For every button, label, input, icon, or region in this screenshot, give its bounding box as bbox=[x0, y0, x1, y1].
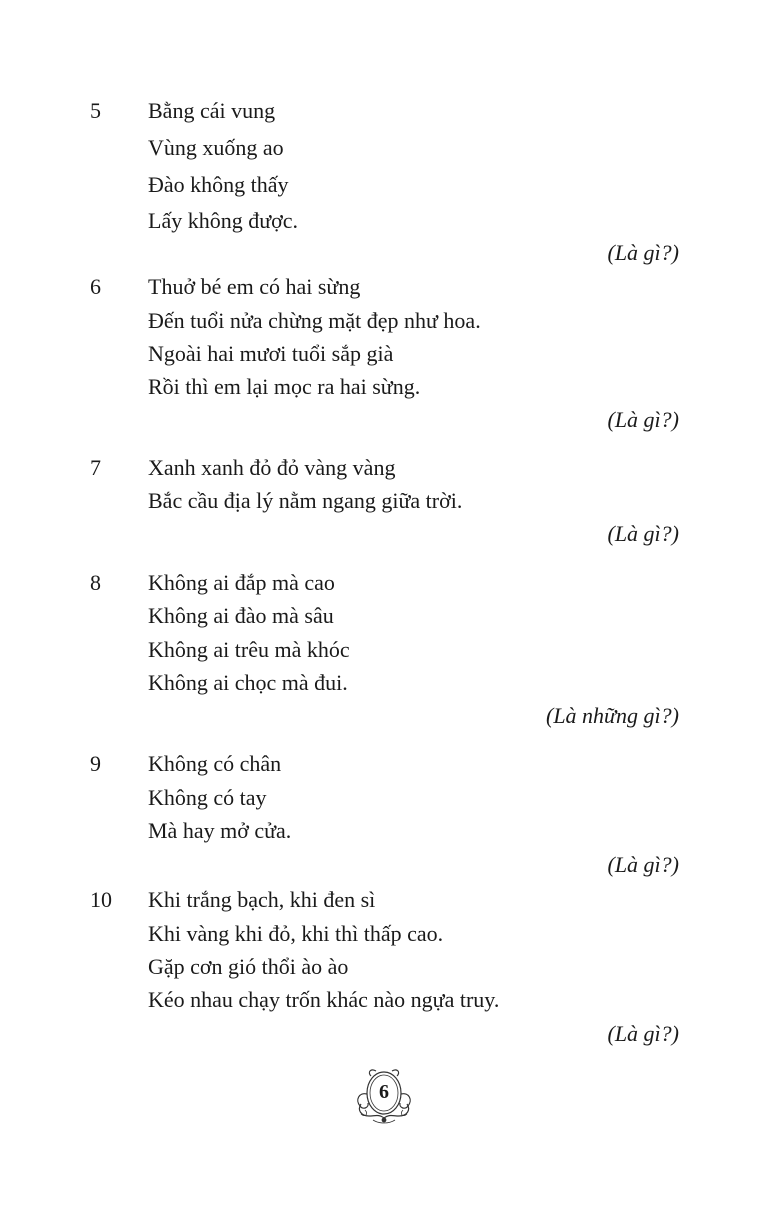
riddle-answer-prompt: (Là những gì?) bbox=[546, 703, 679, 728]
riddle-line: Không ai đào mà sâu bbox=[148, 603, 334, 628]
riddle-line: Không có chân bbox=[148, 751, 282, 776]
riddle-line: Không có tay bbox=[148, 785, 267, 810]
riddle-line: Không ai chọc mà đui. bbox=[148, 670, 348, 695]
riddle-line: Khi vàng khi đỏ, khi thì thấp cao. bbox=[148, 921, 444, 946]
riddle-number: 7 bbox=[90, 455, 101, 480]
riddle-line: Bằng cái vung bbox=[148, 98, 276, 123]
riddle-line: Thuở bé em có hai sừng bbox=[148, 274, 361, 299]
riddle-number: 5 bbox=[90, 98, 101, 123]
riddle-number: 6 bbox=[90, 274, 101, 299]
riddle-line: Bắc cầu địa lý nằm ngang giữa trời. bbox=[148, 488, 463, 513]
riddle-line: Lấy không được. bbox=[148, 208, 299, 233]
page-number-ornament bbox=[351, 1064, 417, 1126]
riddle-answer-prompt: (Là gì?) bbox=[607, 852, 679, 877]
riddle-number: 8 bbox=[90, 570, 101, 595]
riddle-line: Kéo nhau chạy trốn khác nào ngựa truy. bbox=[148, 987, 500, 1012]
riddle-line: Không ai trêu mà khóc bbox=[148, 637, 350, 662]
riddle-line: Đến tuổi nửa chừng mặt đẹp như hoa. bbox=[148, 308, 481, 333]
riddle-line: Đào không thấy bbox=[148, 172, 289, 197]
page-number: 6 bbox=[379, 1081, 389, 1103]
riddle-line: Xanh xanh đỏ đỏ vàng vàng bbox=[148, 455, 396, 480]
riddle-answer-prompt: (Là gì?) bbox=[607, 407, 679, 432]
riddle-number: 10 bbox=[90, 887, 112, 912]
riddle-line: Vùng xuống ao bbox=[148, 135, 284, 160]
riddle-line: Ngoài hai mươi tuổi sắp già bbox=[148, 341, 394, 366]
riddle-line: Khi trắng bạch, khi đen sì bbox=[148, 887, 376, 912]
riddle-line: Không ai đắp mà cao bbox=[148, 570, 335, 595]
riddle-answer-prompt: (Là gì?) bbox=[607, 1021, 679, 1046]
riddle-line: Gặp cơn gió thổi ào ào bbox=[148, 954, 349, 979]
riddle-number: 9 bbox=[90, 751, 101, 776]
riddle-line: Rồi thì em lại mọc ra hai sừng. bbox=[148, 374, 421, 399]
riddle-answer-prompt: (Là gì?) bbox=[607, 521, 679, 546]
riddle-answer-prompt: (Là gì?) bbox=[607, 240, 679, 265]
riddle-line: Mà hay mở cửa. bbox=[148, 818, 292, 843]
